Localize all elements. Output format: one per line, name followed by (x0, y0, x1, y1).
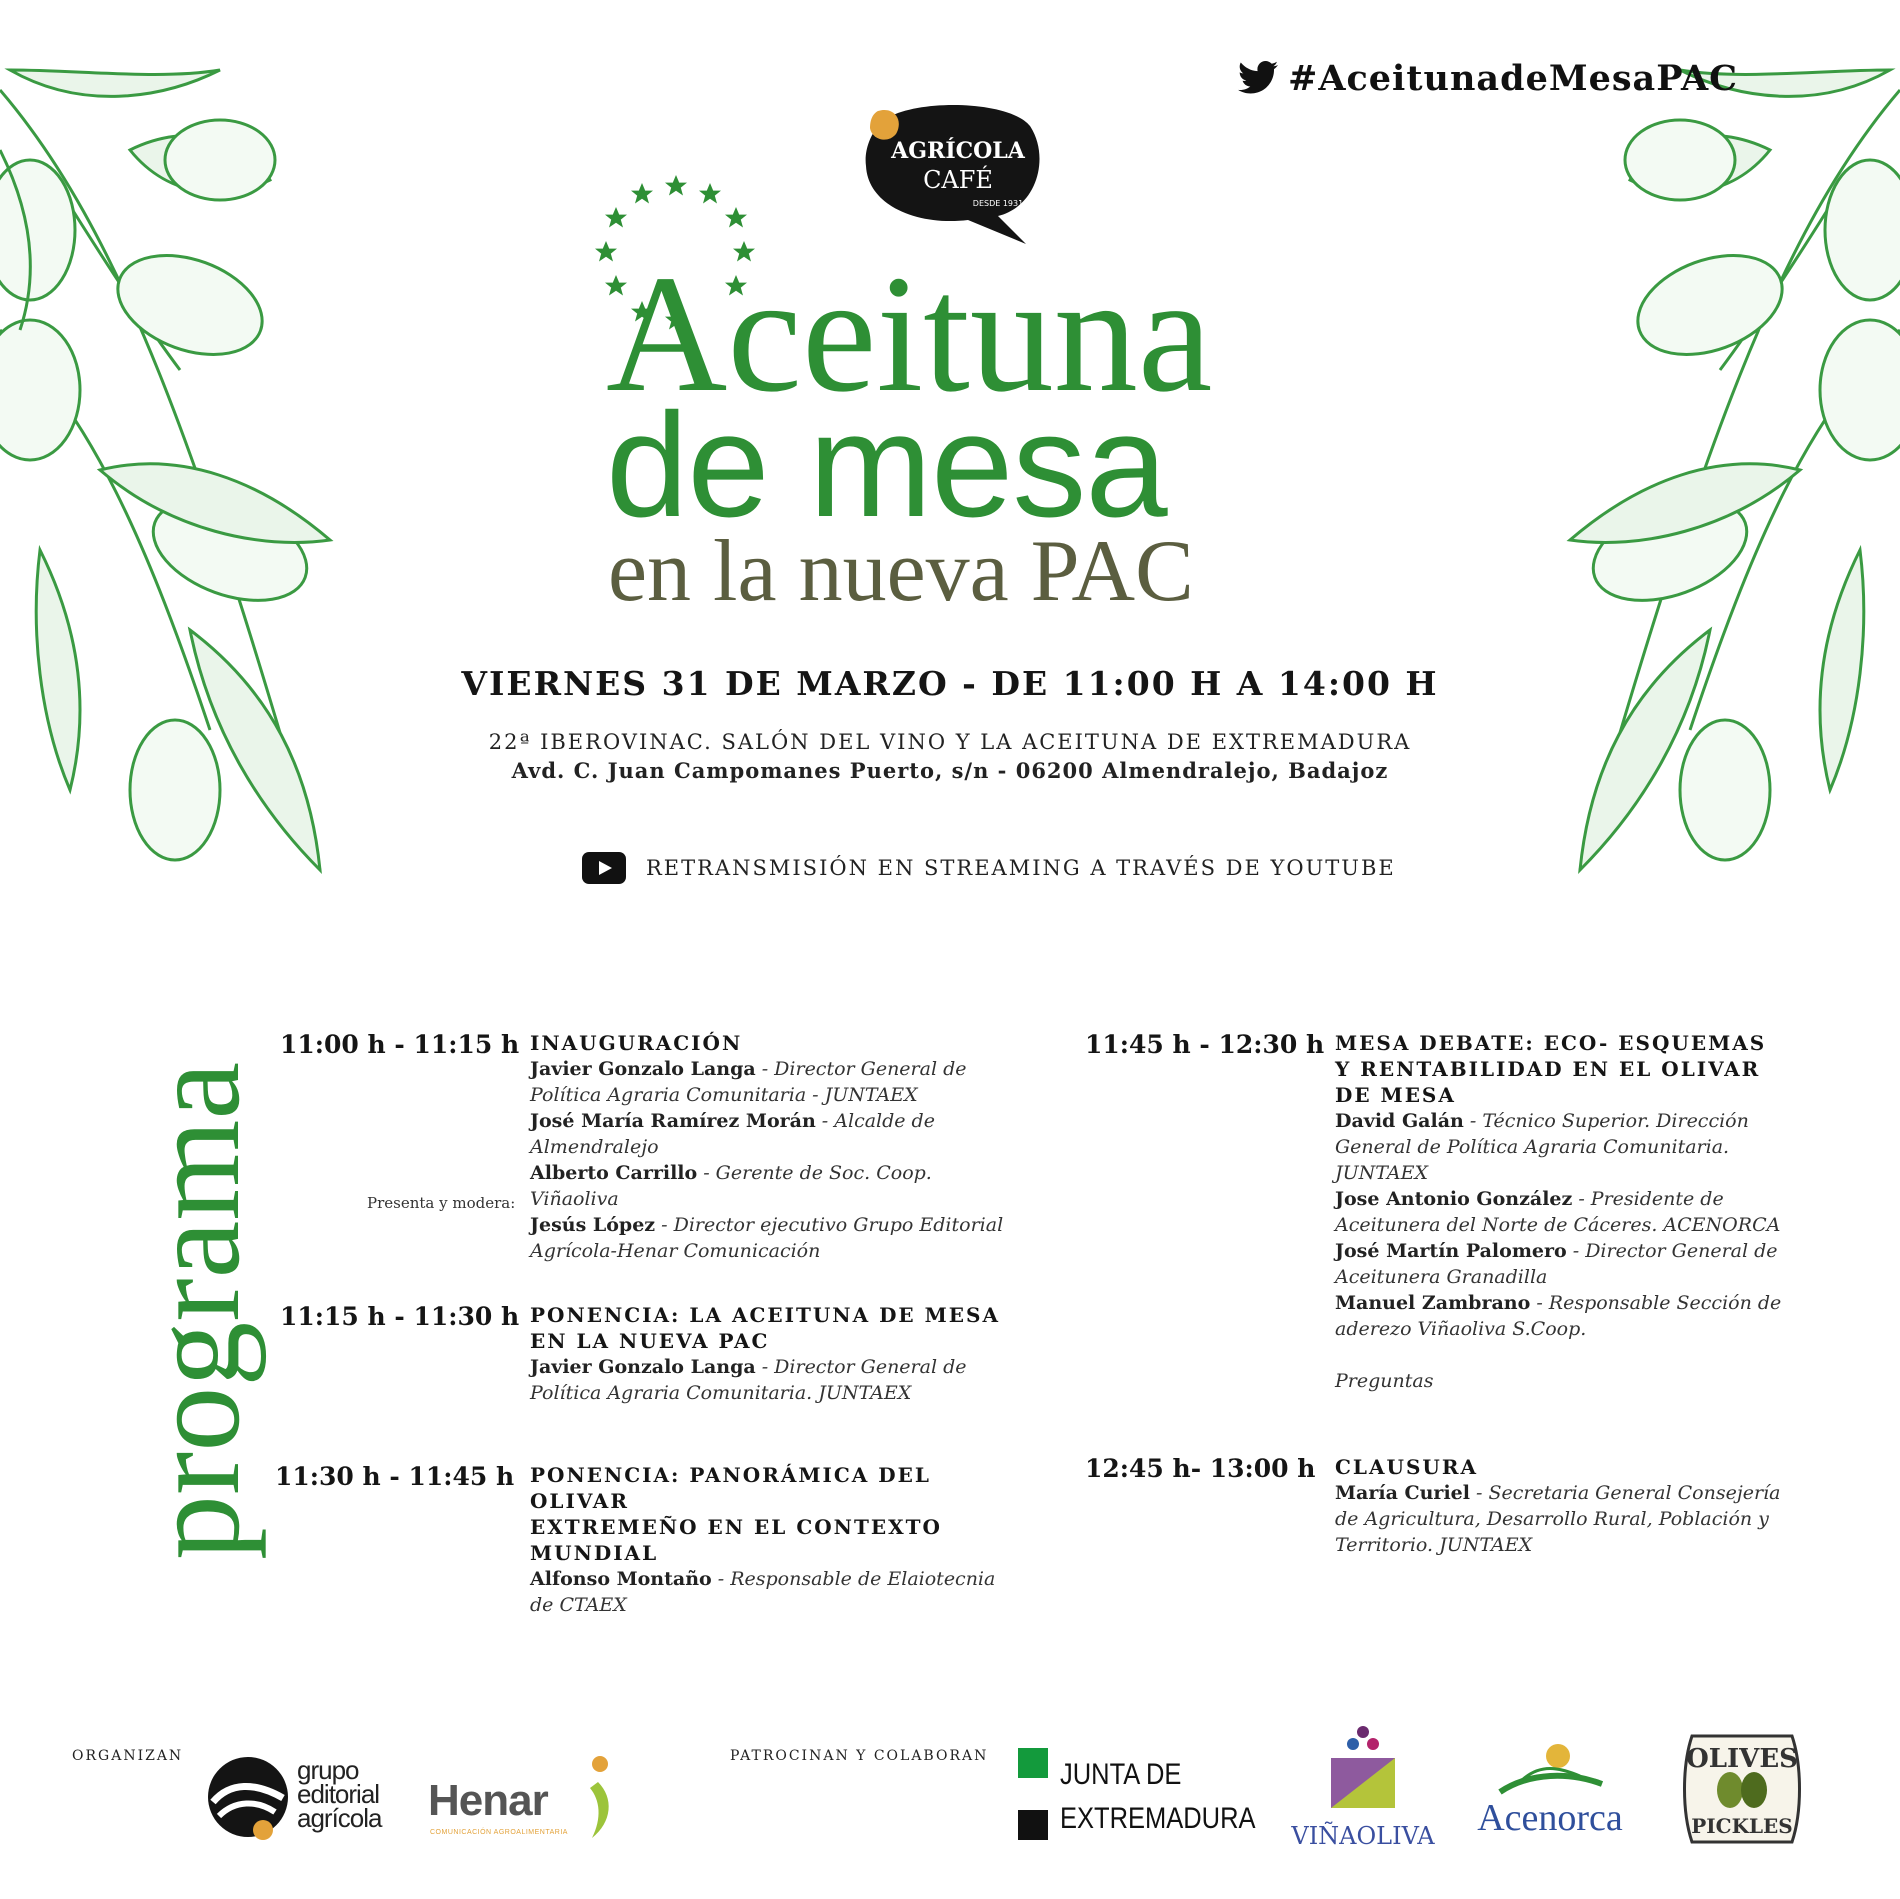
acenorca-text: Acenorca (1477, 1797, 1623, 1839)
speaker-name: Alberto Carrillo (530, 1162, 698, 1184)
speaker-role-cont: General de Política Agraria Comunitaria. (1335, 1136, 1730, 1158)
speaker-name: Javier Gonzalo Langa (530, 1058, 756, 1080)
speaker-name: Jose Antonio González (1335, 1188, 1573, 1210)
youtube-stream-link[interactable] (582, 852, 1396, 884)
speaker-role: - Director ejecutivo Grupo Editorial (655, 1214, 1004, 1236)
gea-mark-icon (205, 1752, 291, 1842)
program-label: programa (123, 1061, 267, 1560)
speaker-role-cont: aderezo Viñaoliva S.Coop. (1335, 1318, 1587, 1340)
olives-bottom-text: PICKLES (1691, 1814, 1793, 1838)
hashtag-text: #AceitunadeMesaPAC (1288, 57, 1739, 99)
agricola-cafe-logo (858, 96, 1050, 246)
speaker-role-cont: Aceitunera del Norte de Cáceres. ACENORCA (1335, 1214, 1781, 1236)
henar-mark-icon (578, 1752, 618, 1842)
speaker-line (1335, 1186, 1835, 1212)
event-address: Avd. C. Juan Campomanes Puerto, s/n - 06200 Almendralejo, Badajoz (511, 758, 1389, 783)
junta-green-square (1018, 1748, 1048, 1778)
youtube-play-icon (582, 852, 626, 884)
speaker-role-cont: Aceitunera Granadilla (1335, 1266, 1548, 1288)
speaker-line (530, 1160, 1010, 1212)
cafe-logo-since: DESDE 1931 (972, 199, 1024, 208)
junta-line1: JUNTA DE (1060, 1758, 1182, 1791)
slot-time: 11:45 h - 12:30 h (1085, 1030, 1325, 1059)
vinaoliva-mark-icon (1323, 1724, 1403, 1814)
speaker-role: - Secretaria General Consejería (1469, 1482, 1781, 1504)
speaker-role: - Director General de (1566, 1240, 1778, 1262)
slot-time: 12:45 h- 13:00 h (1085, 1454, 1316, 1483)
slot-time: 11:15 h - 11:30 h (280, 1302, 520, 1331)
speaker-role-cont: JUNTAEX (1335, 1162, 1429, 1184)
slot-title: INAUGURACIÓN (530, 1031, 743, 1055)
slot-title: Y RENTABILIDAD EN EL OLIVAR (1335, 1057, 1761, 1081)
slot-title: EN LA NUEVA PAC (530, 1329, 770, 1353)
event-date: VIERNES 31 DE MARZO - DE 11:00 H A 14:00 H (461, 664, 1439, 703)
slot-body (530, 1302, 1010, 1406)
speaker-name: Alfonso Montaño (530, 1568, 712, 1590)
slot-body (530, 1030, 1010, 1264)
slot-body (1335, 1454, 1835, 1558)
speaker-name: Jesús López (530, 1214, 656, 1236)
henar-subtitle: COMUNICACIÓN AGROALIMENTARIA (430, 1829, 568, 1836)
junta-extremadura-logo (1018, 1748, 1268, 1848)
speaker-role-cont: Política Agraria Comunitaria - JUNTAEX (530, 1084, 918, 1106)
speaker-role: - Responsable Sección de (1530, 1292, 1782, 1314)
henar-text: Henar (428, 1776, 548, 1825)
questions-note: Preguntas (1335, 1370, 1434, 1392)
speaker-line (530, 1056, 1010, 1082)
junta-line2: EXTREMADURA (1060, 1802, 1256, 1835)
speaker-role: - Responsable de Elaiotecnia (711, 1568, 996, 1590)
vinaoliva-logo (1288, 1724, 1438, 1854)
stream-text: RETRANSMISIÓN EN STREAMING A TRAVÉS DE YOUTUBE (646, 856, 1396, 880)
cafe-logo-line2: CAFÉ (923, 166, 993, 194)
speaker-role-cont: de Agricultura, Desarrollo Rural, Población y (1335, 1508, 1769, 1530)
title-line-1: Aceituna (606, 241, 1213, 427)
speaker-role: - Director General de (755, 1058, 967, 1080)
speaker-line (530, 1566, 1010, 1592)
slot-title: PONENCIA: PANORÁMICA DEL OLIVAR (530, 1463, 931, 1513)
speaker-name: José María Ramírez Morán (530, 1110, 816, 1132)
slot-title: MESA DEBATE: ECO- ESQUEMAS (1335, 1031, 1767, 1055)
slot-title: EXTREMEÑO EN EL CONTEXTO (530, 1515, 942, 1539)
moderator-label: Presenta y modera: (367, 1194, 516, 1212)
speaker-line (530, 1212, 1010, 1238)
slot-time: 11:00 h - 11:15 h (280, 1030, 520, 1059)
gea-line3: agrícola (297, 1803, 382, 1833)
slot-title: MUNDIAL (530, 1541, 659, 1565)
acenorca-mark-icon (1490, 1742, 1610, 1798)
speaker-role-cont: Almendralejo (530, 1136, 659, 1158)
speaker-name: José Martín Palomero (1335, 1240, 1567, 1262)
title-line-2: de mesa (606, 383, 1167, 548)
speaker-role-cont: Territorio. JUNTAEX (1335, 1534, 1533, 1556)
speaker-role: - Alcalde de (815, 1110, 935, 1132)
organizers-label: ORGANIZAN (72, 1748, 184, 1764)
twitter-bird-icon (1238, 61, 1278, 95)
slot-title: DE MESA (1335, 1083, 1456, 1107)
slot-body (1335, 1030, 1835, 1394)
junta-black-square (1018, 1810, 1048, 1840)
speaker-role-cont: Agrícola-Henar Comunicación (530, 1240, 821, 1262)
event-venue: 22ª IBEROVINAC. SALÓN DEL VINO Y LA ACEITUNA DE EXTREMADURA (488, 730, 1412, 754)
title-line-3: en la nueva PAC (608, 523, 1194, 620)
gea-line2: editorial (297, 1779, 380, 1809)
twitter-hashtag[interactable] (1238, 52, 1738, 104)
slot-title: CLAUSURA (1335, 1455, 1478, 1479)
speaker-line (1335, 1238, 1835, 1264)
speaker-name: Javier Gonzalo Langa (530, 1356, 756, 1378)
vinaoliva-text: VIÑAOLIVA (1291, 1822, 1435, 1850)
olives-top-text: OLIVES (1686, 1744, 1798, 1774)
speaker-role: - Técnico Superior. Dirección (1463, 1110, 1749, 1132)
speaker-line (1335, 1290, 1835, 1316)
slot-time: 11:30 h - 11:45 h (275, 1462, 515, 1491)
speaker-line (530, 1108, 1010, 1134)
speaker-role: - Presidente de (1572, 1188, 1724, 1210)
speaker-name: Manuel Zambrano (1335, 1292, 1531, 1314)
speaker-role-cont: de CTAEX (530, 1594, 627, 1616)
olives-pickles-logo (1678, 1726, 1806, 1852)
henar-logo (428, 1752, 628, 1847)
acenorca-logo (1460, 1742, 1640, 1842)
gea-line1: grupo (297, 1755, 359, 1785)
speaker-name: David Galán (1335, 1110, 1464, 1132)
cafe-logo-line1: AGRÍCOLA (891, 138, 1025, 164)
speaker-line (530, 1354, 1010, 1380)
speaker-name: María Curiel (1335, 1482, 1470, 1504)
speaker-line (1335, 1480, 1835, 1506)
sponsors-label: PATROCINAN Y COLABORAN (730, 1748, 989, 1764)
slot-body (530, 1462, 1010, 1618)
speaker-role: - Gerente de Soc. Coop. Viñaoliva (530, 1162, 932, 1210)
speaker-line (1335, 1108, 1835, 1134)
speaker-role: - Director General de (755, 1356, 967, 1378)
speaker-role-cont: Política Agraria Comunitaria. JUNTAEX (530, 1382, 912, 1404)
grupo-editorial-agricola-logo (205, 1752, 405, 1847)
slot-title: PONENCIA: LA ACEITUNA DE MESA (530, 1303, 1000, 1327)
